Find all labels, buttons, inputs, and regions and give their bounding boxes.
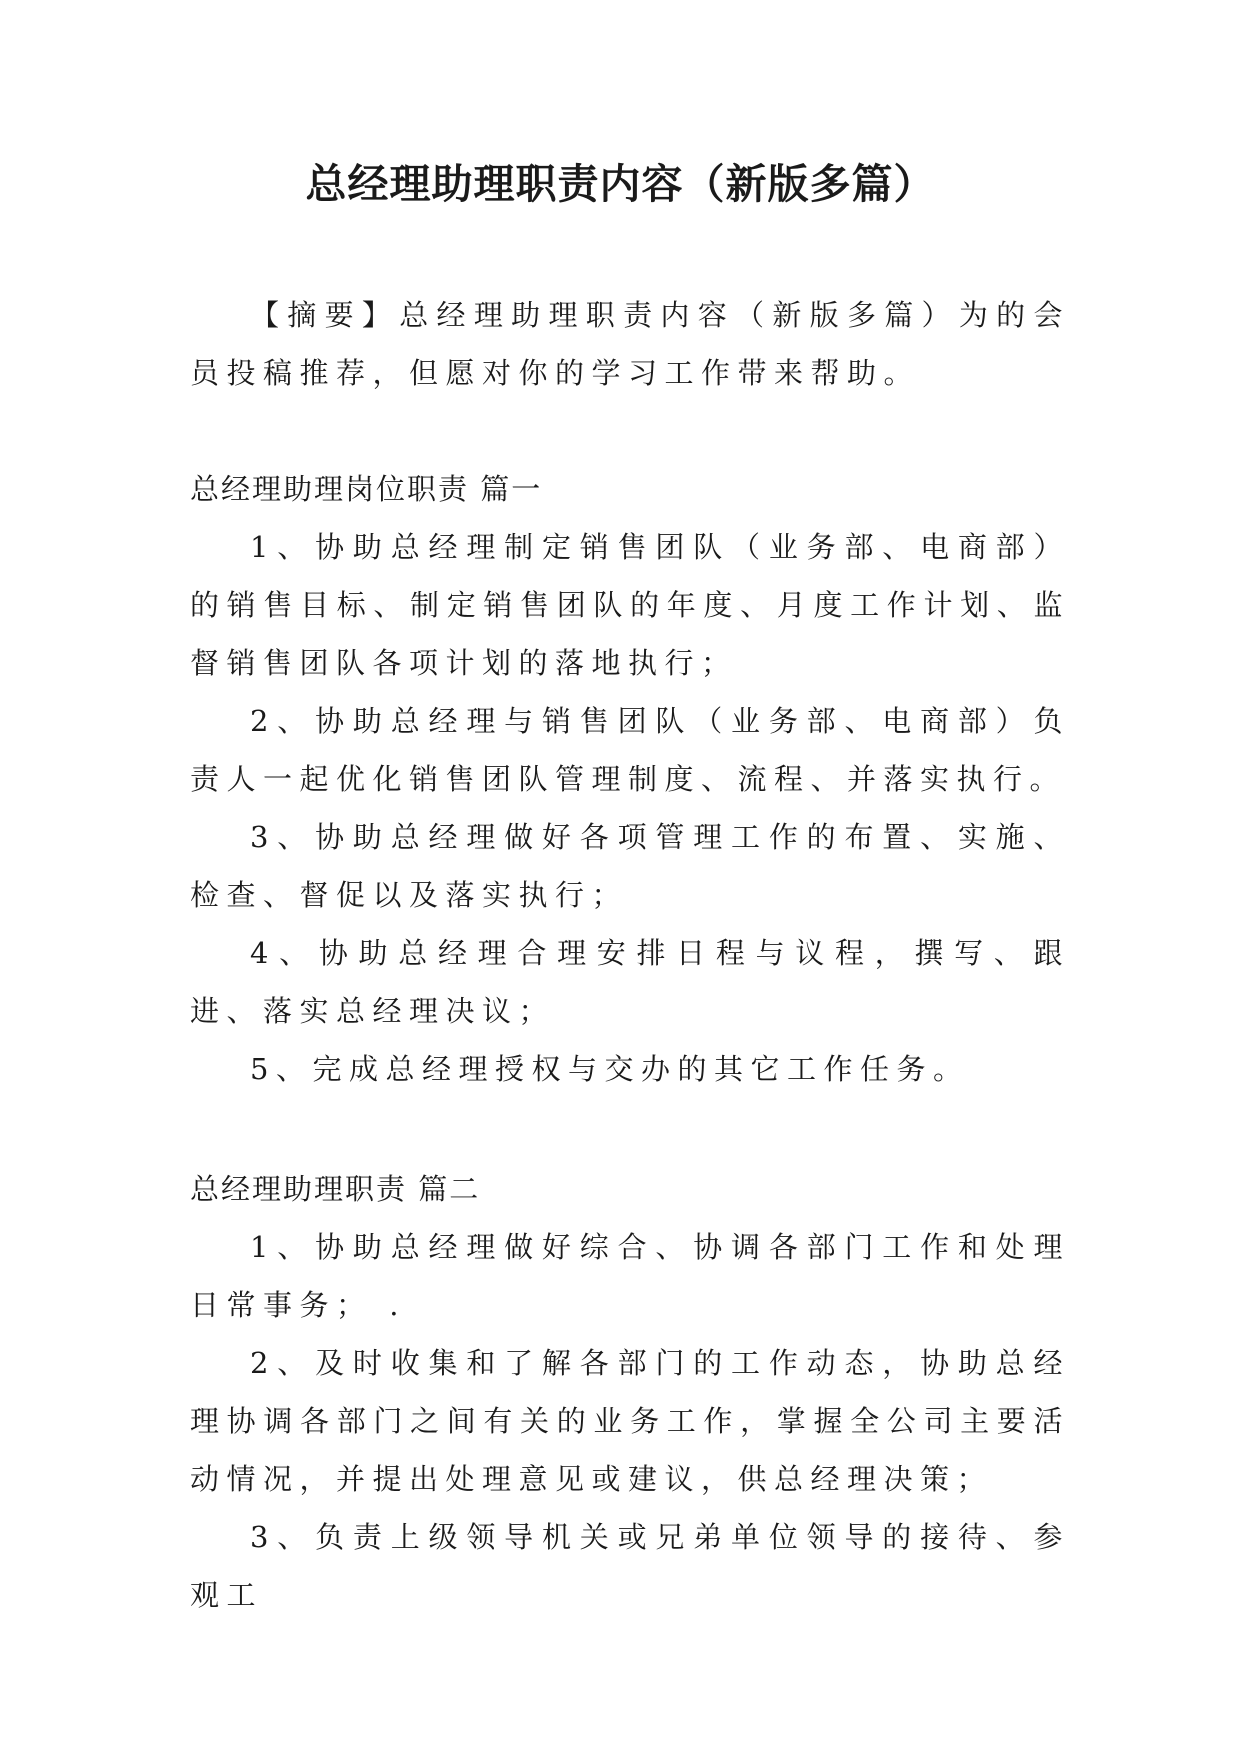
section-heading-text: 总经理助理职责 篇二 — [190, 1172, 481, 1206]
list-item: 1、协助总经理制定销售团队（业务部、电商部）的销售目标、制定销售团队的年度、月度工作计划、监督销售团队各项计划的落地执行； — [190, 530, 1070, 680]
document-title: 总经理助理职责内容（新版多篇） — [305, 160, 936, 208]
section-heading-1 — [190, 460, 1070, 518]
section-heading-text: 总经理助理岗位职责 篇一 — [190, 472, 543, 506]
list-item: 2、协助总经理与销售团队（业务部、电商部）负责人一起优化销售团队管理制度、流程、并落实执行。 — [190, 704, 1070, 796]
list-item: 3、协助总经理做好各项管理工作的布置、实施、检查、督促以及落实执行； — [190, 820, 1070, 912]
list-item: 2、及时收集和了解各部门的工作动态，协助总经理协调各部门之间有关的业务工作，掌握全公司主要活动情况，并提出处理意见或建议，供总经理决策； — [190, 1346, 1070, 1496]
section-2-body — [190, 1218, 1070, 1624]
list-item: 3、负责上级领导机关或兄弟单位领导的接待、参观工 — [190, 1520, 1070, 1612]
list-item: 4、协助总经理合理安排日程与议程，撰写、跟进、落实总经理决议； — [190, 936, 1070, 1028]
abstract-paragraph: 【摘要】总经理助理职责内容（新版多篇）为的会员投稿推荐，但愿对你的学习工作带来帮助。 — [190, 298, 1070, 390]
list-item: 1、协助总经理做好综合、协调各部门工作和处理日常事务； . — [190, 1230, 1070, 1322]
section-heading-2 — [190, 1160, 1070, 1218]
list-item: 5、完成总经理授权与交办的其它工作任务。 — [250, 1052, 970, 1086]
section-1-body — [190, 518, 1070, 1098]
